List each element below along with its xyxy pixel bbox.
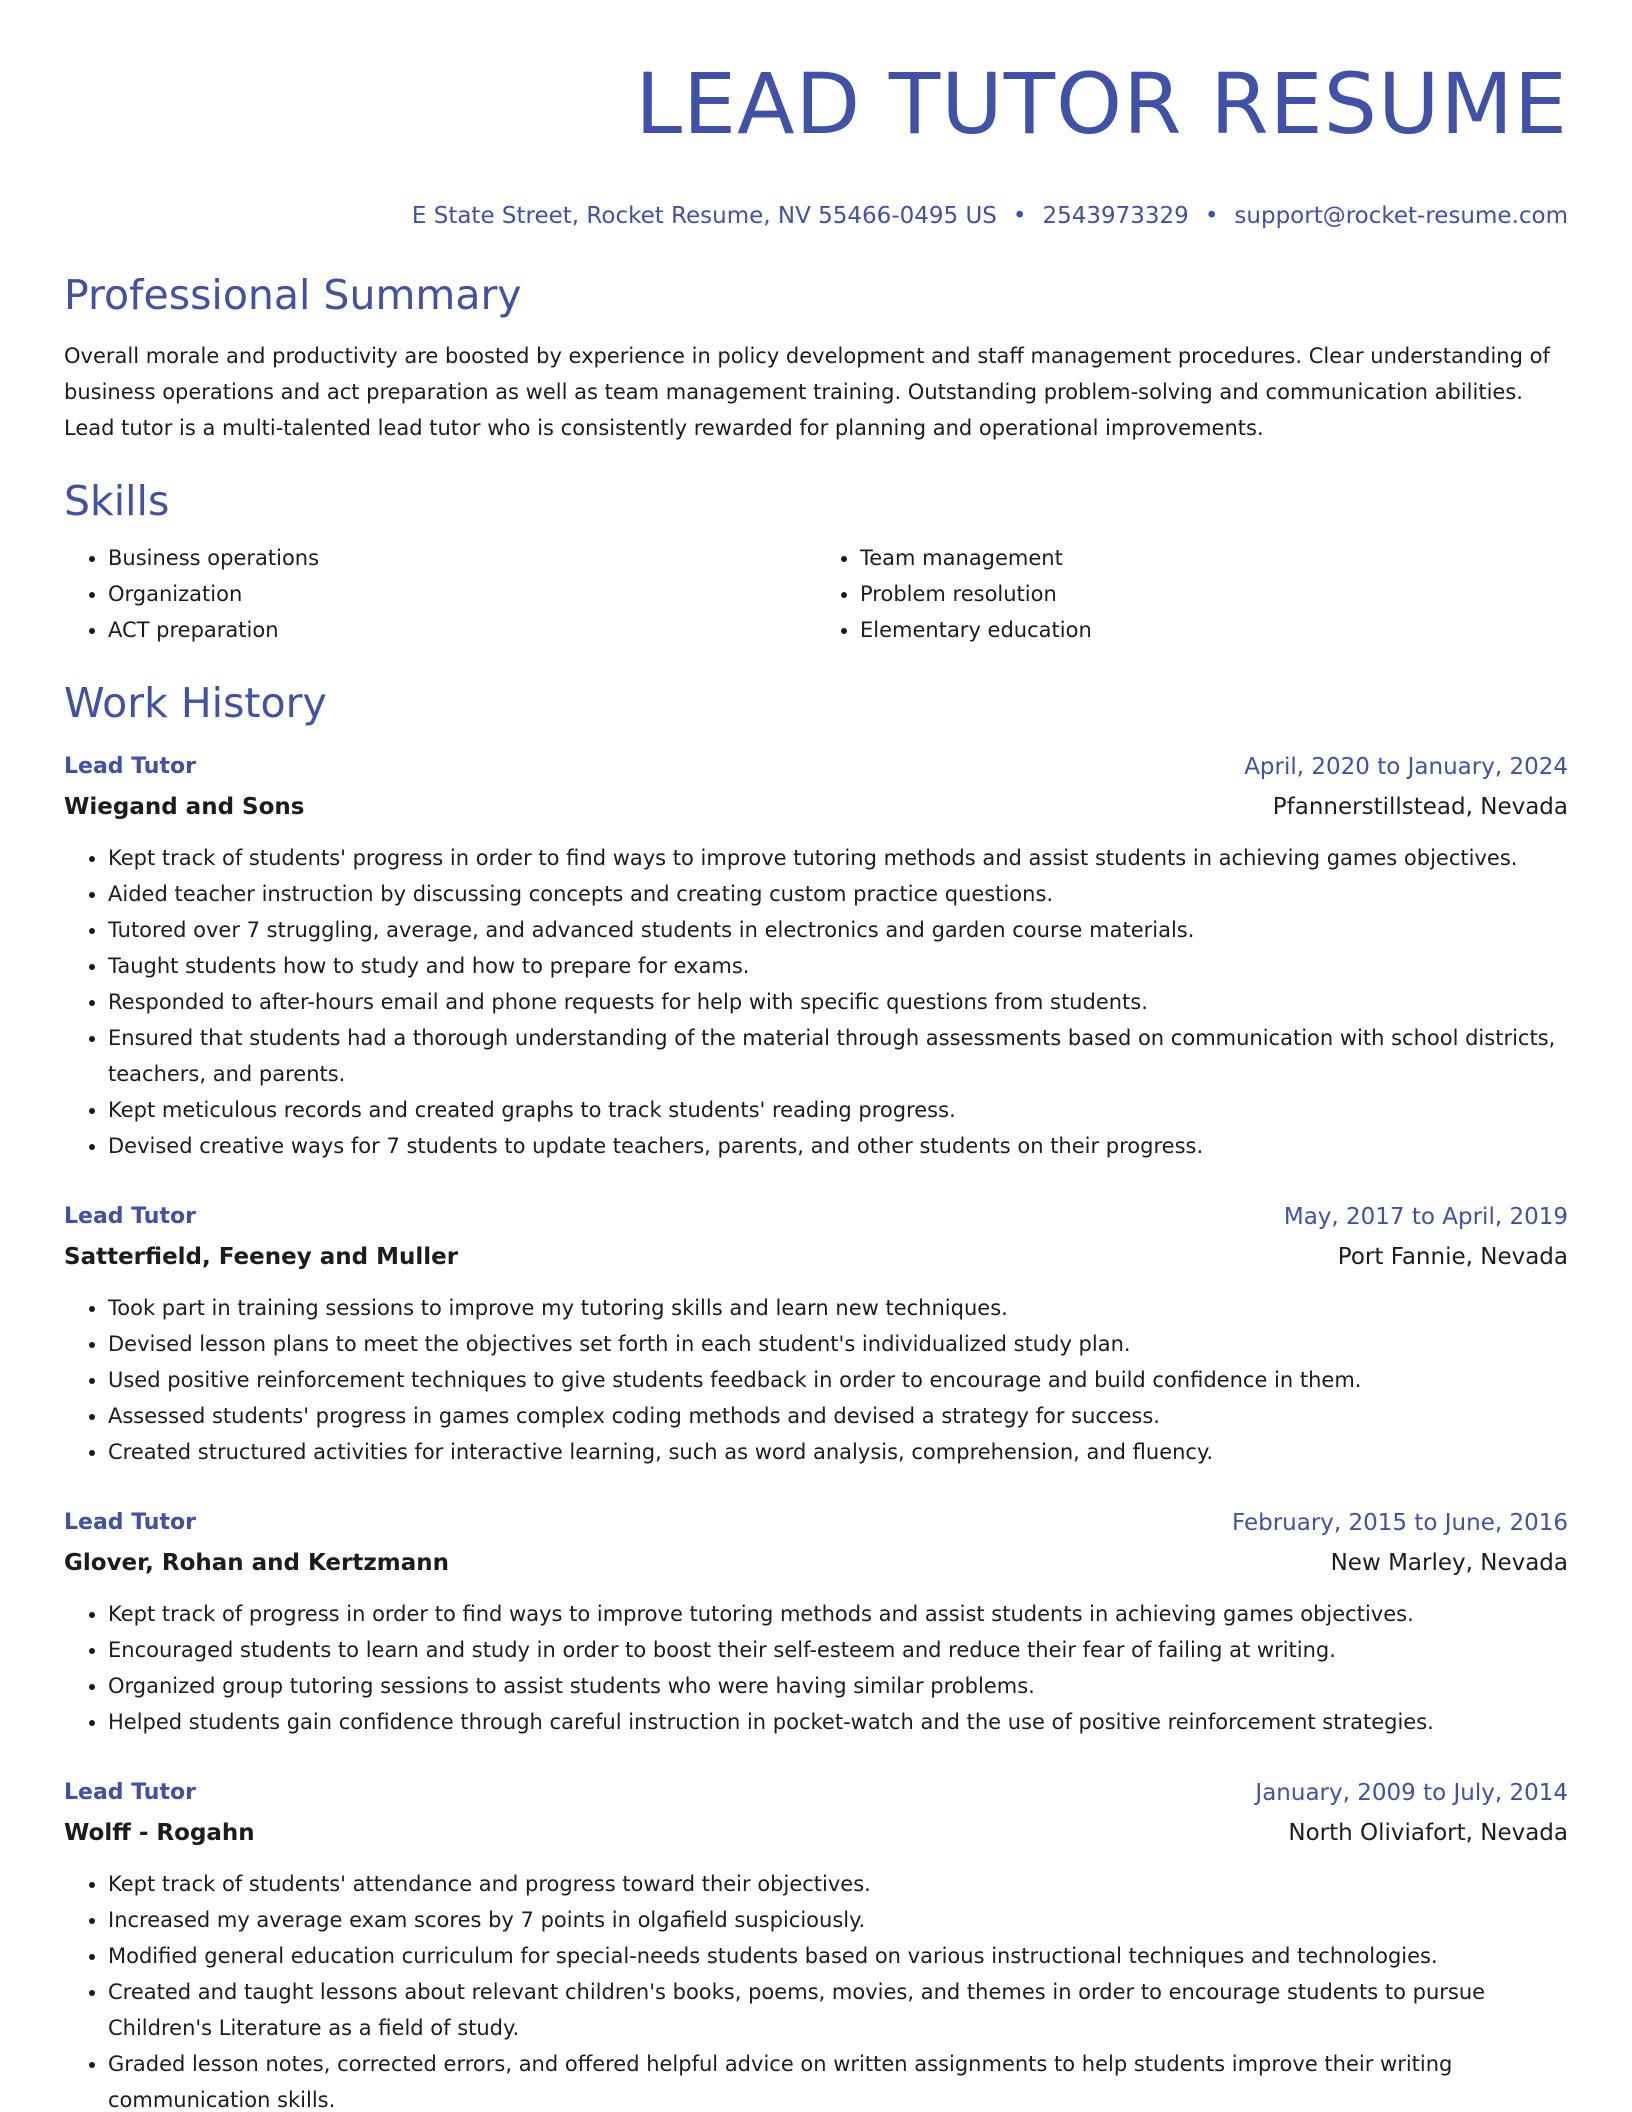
job-title: Lead Tutor	[64, 754, 196, 779]
job-location: New Marley, Nevada	[1330, 1550, 1568, 1576]
job-bullet: • Ensured that students had a thorough understanding of the material through assessments based on communication with school districts, teachers, and parents.	[108, 1020, 1568, 1092]
contact-phone: 2543973329	[1042, 203, 1189, 229]
job-bullet: • Aided teacher instruction by discussing concepts and creating custom practice questions.	[108, 876, 1568, 912]
skill-item: • ACT preparation	[108, 612, 816, 648]
job-bullet: • Helped students gain confidence through careful instruction in pocket-watch and the use of positive reinforcement strategies.	[108, 1704, 1568, 1740]
job-bullet: • Used positive reinforcement techniques to give students feedback in order to encourage and build confidence in them.	[108, 1362, 1568, 1398]
job-bullet: • Organized group tutoring sessions to assist students who were having similar problems.	[108, 1668, 1568, 1704]
section-heading: Professional Summary	[64, 271, 522, 319]
job-location: Pfannerstillstead, Nevada	[1272, 794, 1568, 820]
job-company: Glover, Rohan and Kertzmann	[64, 1550, 449, 1576]
job-bullet: • Kept track of students' progress in order to find ways to improve tutoring methods and assist students in achieving games objectives.	[108, 840, 1568, 876]
skills-list-right	[816, 540, 1568, 648]
job-bullet: • Devised creative ways for 7 students to update teachers, parents, and other students on their progress.	[108, 1128, 1568, 1164]
skill-item: • Organization	[108, 576, 816, 612]
job-title: Lead Tutor	[64, 1204, 196, 1229]
job-bullet: • Taught students how to study and how to prepare for exams.	[108, 948, 1568, 984]
job-bullet: • Tutored over 7 struggling, average, and advanced students in electronics and garden course materials.	[108, 912, 1568, 948]
job-bullet: • Responded to after-hours email and phone requests for help with specific questions from students.	[108, 984, 1568, 1020]
job-bullets	[64, 1866, 1568, 2112]
section-heading: Work History	[64, 679, 327, 727]
job-entry	[64, 1198, 1568, 1470]
job-dates: January, 2009 to July, 2014	[1255, 1780, 1568, 1806]
job-title: Lead Tutor	[64, 1780, 196, 1805]
skill-item: • Business operations	[108, 540, 816, 576]
job-company: Satterfield, Feeney and Muller	[64, 1244, 459, 1270]
job-company: Wiegand and Sons	[64, 794, 305, 820]
job-bullet: • Devised lesson plans to meet the objectives set forth in each student's individualized study plan.	[108, 1326, 1568, 1362]
job-dates: May, 2017 to April, 2019	[1283, 1204, 1568, 1230]
job-bullet: • Kept track of progress in order to find ways to improve tutoring methods and assist students in achieving games objectives.	[108, 1596, 1568, 1632]
contact-address: E State Street, Rocket Resume, NV 55466-0495 US	[411, 203, 997, 229]
job-bullet: • Created and taught lessons about relevant children's books, poems, movies, and themes in order to encourage students to pursue Children's Literature as a field of study.	[108, 1974, 1568, 2046]
job-entry	[64, 748, 1568, 1164]
job-bullet: • Took part in training sessions to improve my tutoring skills and learn new techniques.	[108, 1290, 1568, 1326]
job-bullet: • Kept track of students' attendance and progress toward their objectives.	[108, 1866, 1568, 1902]
job-bullet: • Increased my average exam scores by 7 points in olgafield suspiciously.	[108, 1902, 1568, 1938]
skill-item: • Elementary education	[860, 612, 1568, 648]
contact-separator: •	[1204, 203, 1219, 229]
job-bullet: • Kept meticulous records and created graphs to track students' reading progress.	[108, 1092, 1568, 1128]
job-bullets	[64, 1290, 1568, 1470]
skills-section	[64, 476, 1568, 648]
job-entry	[64, 1774, 1568, 2112]
job-bullets	[64, 840, 1568, 1164]
resume-header	[64, 54, 1568, 232]
work-history-section	[64, 678, 1568, 2112]
summary-text: Overall morale and productivity are boosted by experience in policy development and staff management procedures. Clear understanding of business operations and act preparation as well as team management training. Outstanding problem-solving and communication abilities. Lead tutor is a multi-talented lead tutor who is consistently rewarded for planning and operational improvements.	[64, 344, 1550, 440]
section-heading: Skills	[64, 477, 170, 525]
skill-item: • Team management	[860, 540, 1568, 576]
skills-list-left	[64, 540, 816, 648]
job-bullet: • Modified general education curriculum for special-needs students based on various instructional techniques and technologies.	[108, 1938, 1568, 1974]
job-dates: February, 2015 to June, 2016	[1231, 1510, 1568, 1536]
job-entry	[64, 1504, 1568, 1740]
job-location: Port Fannie, Nevada	[1337, 1244, 1568, 1270]
skill-item: • Problem resolution	[860, 576, 1568, 612]
job-dates: April, 2020 to January, 2024	[1244, 754, 1568, 780]
job-company: Wolff - Rogahn	[64, 1820, 255, 1846]
job-bullets	[64, 1596, 1568, 1740]
contact-separator: •	[1012, 203, 1027, 229]
professional-summary-section	[64, 270, 1568, 446]
skills-grid	[64, 540, 1568, 648]
page-title: LEAD TUTOR RESUME	[635, 55, 1568, 153]
job-bullet: • Encouraged students to learn and study in order to boost their self-esteem and reduce their fear of failing at writing.	[108, 1632, 1568, 1668]
contact-email: support@rocket-resume.com	[1234, 203, 1568, 229]
job-bullet: • Assessed students' progress in games complex coding methods and devised a strategy for success.	[108, 1398, 1568, 1434]
job-title: Lead Tutor	[64, 1510, 196, 1535]
contact-line	[64, 200, 1568, 232]
job-bullet: • Graded lesson notes, corrected errors, and offered helpful advice on written assignments to help students improve their writing communication skills.	[108, 2046, 1568, 2112]
job-location: North Oliviafort, Nevada	[1288, 1820, 1568, 1846]
job-bullet: • Created structured activities for interactive learning, such as word analysis, comprehension, and fluency.	[108, 1434, 1568, 1470]
